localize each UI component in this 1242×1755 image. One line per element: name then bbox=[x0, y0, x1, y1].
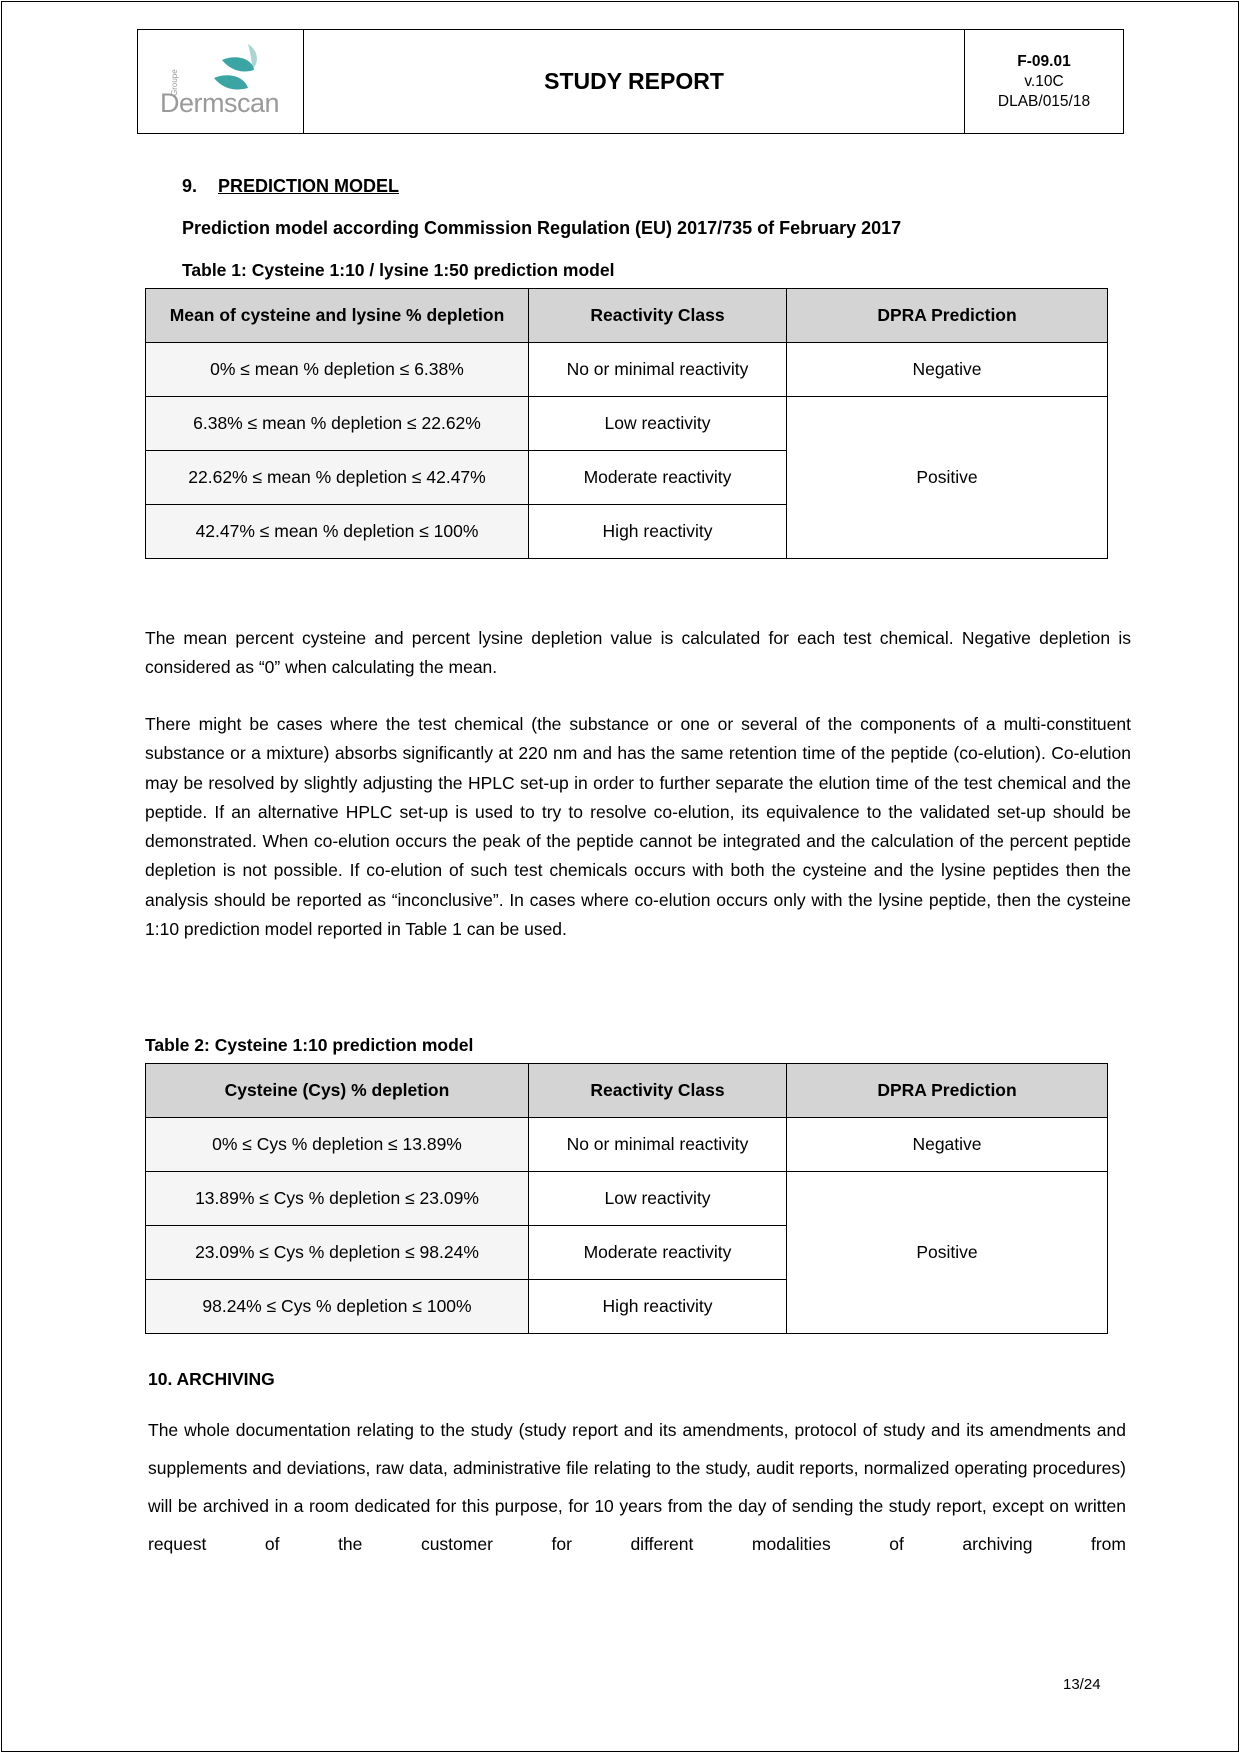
prediction-cell: Positive bbox=[787, 397, 1108, 559]
archiving-paragraph: The whole documentation relating to the study (study report and its amendments, protocol of study and its amendments and supplements and deviations, raw data, administrative file relating to the study, audit reports, normalized operating procedures) will be archived in a room dedicated for this purpose, for 10 years from the day of sending the study report, except on written request of the customer for different modalities of archiving from bbox=[148, 1420, 1126, 1554]
reactivity-class-cell: No or minimal reactivity bbox=[529, 343, 787, 397]
depletion-range-cell: 0% ≤ Cys % depletion ≤ 13.89% bbox=[146, 1118, 529, 1172]
paragraph-mean-depletion: The mean percent cysteine and percent lysine depletion value is calculated for each test chemical. Negative depletion is considered as “0” when calculating the mean. bbox=[145, 628, 1131, 678]
reactivity-class-cell: No or minimal reactivity bbox=[529, 1118, 787, 1172]
report-header bbox=[137, 29, 1124, 134]
table-header-cell: Reactivity Class bbox=[529, 1064, 787, 1118]
table-row bbox=[146, 343, 1108, 397]
depletion-range-cell: 22.62% ≤ mean % depletion ≤ 42.47% bbox=[146, 451, 529, 505]
depletion-range-cell: 13.89% ≤ Cys % depletion ≤ 23.09% bbox=[146, 1172, 529, 1226]
reactivity-class-cell: High reactivity bbox=[529, 505, 787, 559]
reactivity-class-cell: Low reactivity bbox=[529, 1172, 787, 1226]
table-header-cell: Cysteine (Cys) % depletion bbox=[146, 1064, 529, 1118]
depletion-range-cell: 6.38% ≤ mean % depletion ≤ 22.62% bbox=[146, 397, 529, 451]
logo-wordmark: Dermscan bbox=[160, 88, 280, 118]
paragraph-co-elution: There might be cases where the test chemical (the substance or one or several of the components of a multi-constituent substance or a mixture) absorbs significantly at 220 nm and has the same retention time of the peptide (co-elution). Co-elution may be resolved by slightly adjusting the HPLC set-up in order to further separate the elution time of the test chemical and the peptide. If an alternative HPLC set-up is used to try to resolve co-elution, its equivalence to the validated set-up should be demonstrated. When co-elution occurs the peak of the peptide cannot be integrated and the calculation of the percent peptide depletion is not possible. If co-elution of such test chemicals occurs with both the cysteine and the lysine peptides then the analysis should be reported as “inconclusive”. In cases where co-elution occurs only with the lysine peptide, then the cysteine 1:10 prediction model reported in Table 1 can be used. bbox=[145, 714, 1131, 940]
prediction-cell: Negative bbox=[787, 1118, 1108, 1172]
section-10-heading: 10. ARCHIVING bbox=[148, 1369, 275, 1389]
reactivity-class-cell: Moderate reactivity bbox=[529, 1226, 787, 1280]
prediction-model-subheading: Prediction model according Commission Regulation (EU) 2017/735 of February 2017 bbox=[182, 218, 902, 238]
table-row bbox=[146, 397, 1108, 451]
reactivity-class-cell: Low reactivity bbox=[529, 397, 787, 451]
depletion-range-cell: 0% ≤ mean % depletion ≤ 6.38% bbox=[146, 343, 529, 397]
section-title: PREDICTION MODEL bbox=[218, 176, 400, 196]
reactivity-class-cell: High reactivity bbox=[529, 1280, 787, 1334]
prediction-cell: Positive bbox=[787, 1172, 1108, 1334]
depletion-range-cell: 98.24% ≤ Cys % depletion ≤ 100% bbox=[146, 1280, 529, 1334]
table-1-caption: Table 1: Cysteine 1:10 / lysine 1:50 prediction model bbox=[182, 260, 615, 280]
reactivity-class-cell: Moderate reactivity bbox=[529, 451, 787, 505]
section-9-heading bbox=[182, 176, 399, 197]
table-header-row bbox=[146, 1064, 1108, 1118]
table-header-cell: DPRA Prediction bbox=[787, 289, 1108, 343]
reference-cell bbox=[965, 30, 1123, 133]
depletion-range-cell: 23.09% ≤ Cys % depletion ≤ 98.24% bbox=[146, 1226, 529, 1280]
table-header-cell: Mean of cysteine and lysine % depletion bbox=[146, 289, 529, 343]
logo-small-text: Groupe bbox=[170, 69, 179, 96]
study-reference: DLAB/015/18 bbox=[997, 92, 1091, 110]
section-number: 9. bbox=[182, 176, 198, 196]
table-header-cell: DPRA Prediction bbox=[787, 1064, 1108, 1118]
prediction-cell: Negative bbox=[787, 343, 1108, 397]
table-row bbox=[146, 1118, 1108, 1172]
depletion-range-cell: 42.47% ≤ mean % depletion ≤ 100% bbox=[146, 505, 529, 559]
table-header-cell: Reactivity Class bbox=[529, 289, 787, 343]
table-2-caption: Table 2: Cysteine 1:10 prediction model bbox=[145, 1035, 474, 1055]
table-header-row bbox=[146, 289, 1108, 343]
version: v.10C bbox=[1024, 72, 1064, 90]
form-code: F-09.01 bbox=[1017, 52, 1071, 70]
table-row bbox=[146, 1172, 1108, 1226]
page-number: 13/24 bbox=[1063, 1676, 1101, 1693]
logo-cell bbox=[138, 30, 304, 133]
report-title: STUDY REPORT bbox=[304, 30, 965, 133]
table-2 bbox=[145, 1063, 1108, 1334]
table-1 bbox=[145, 288, 1108, 559]
